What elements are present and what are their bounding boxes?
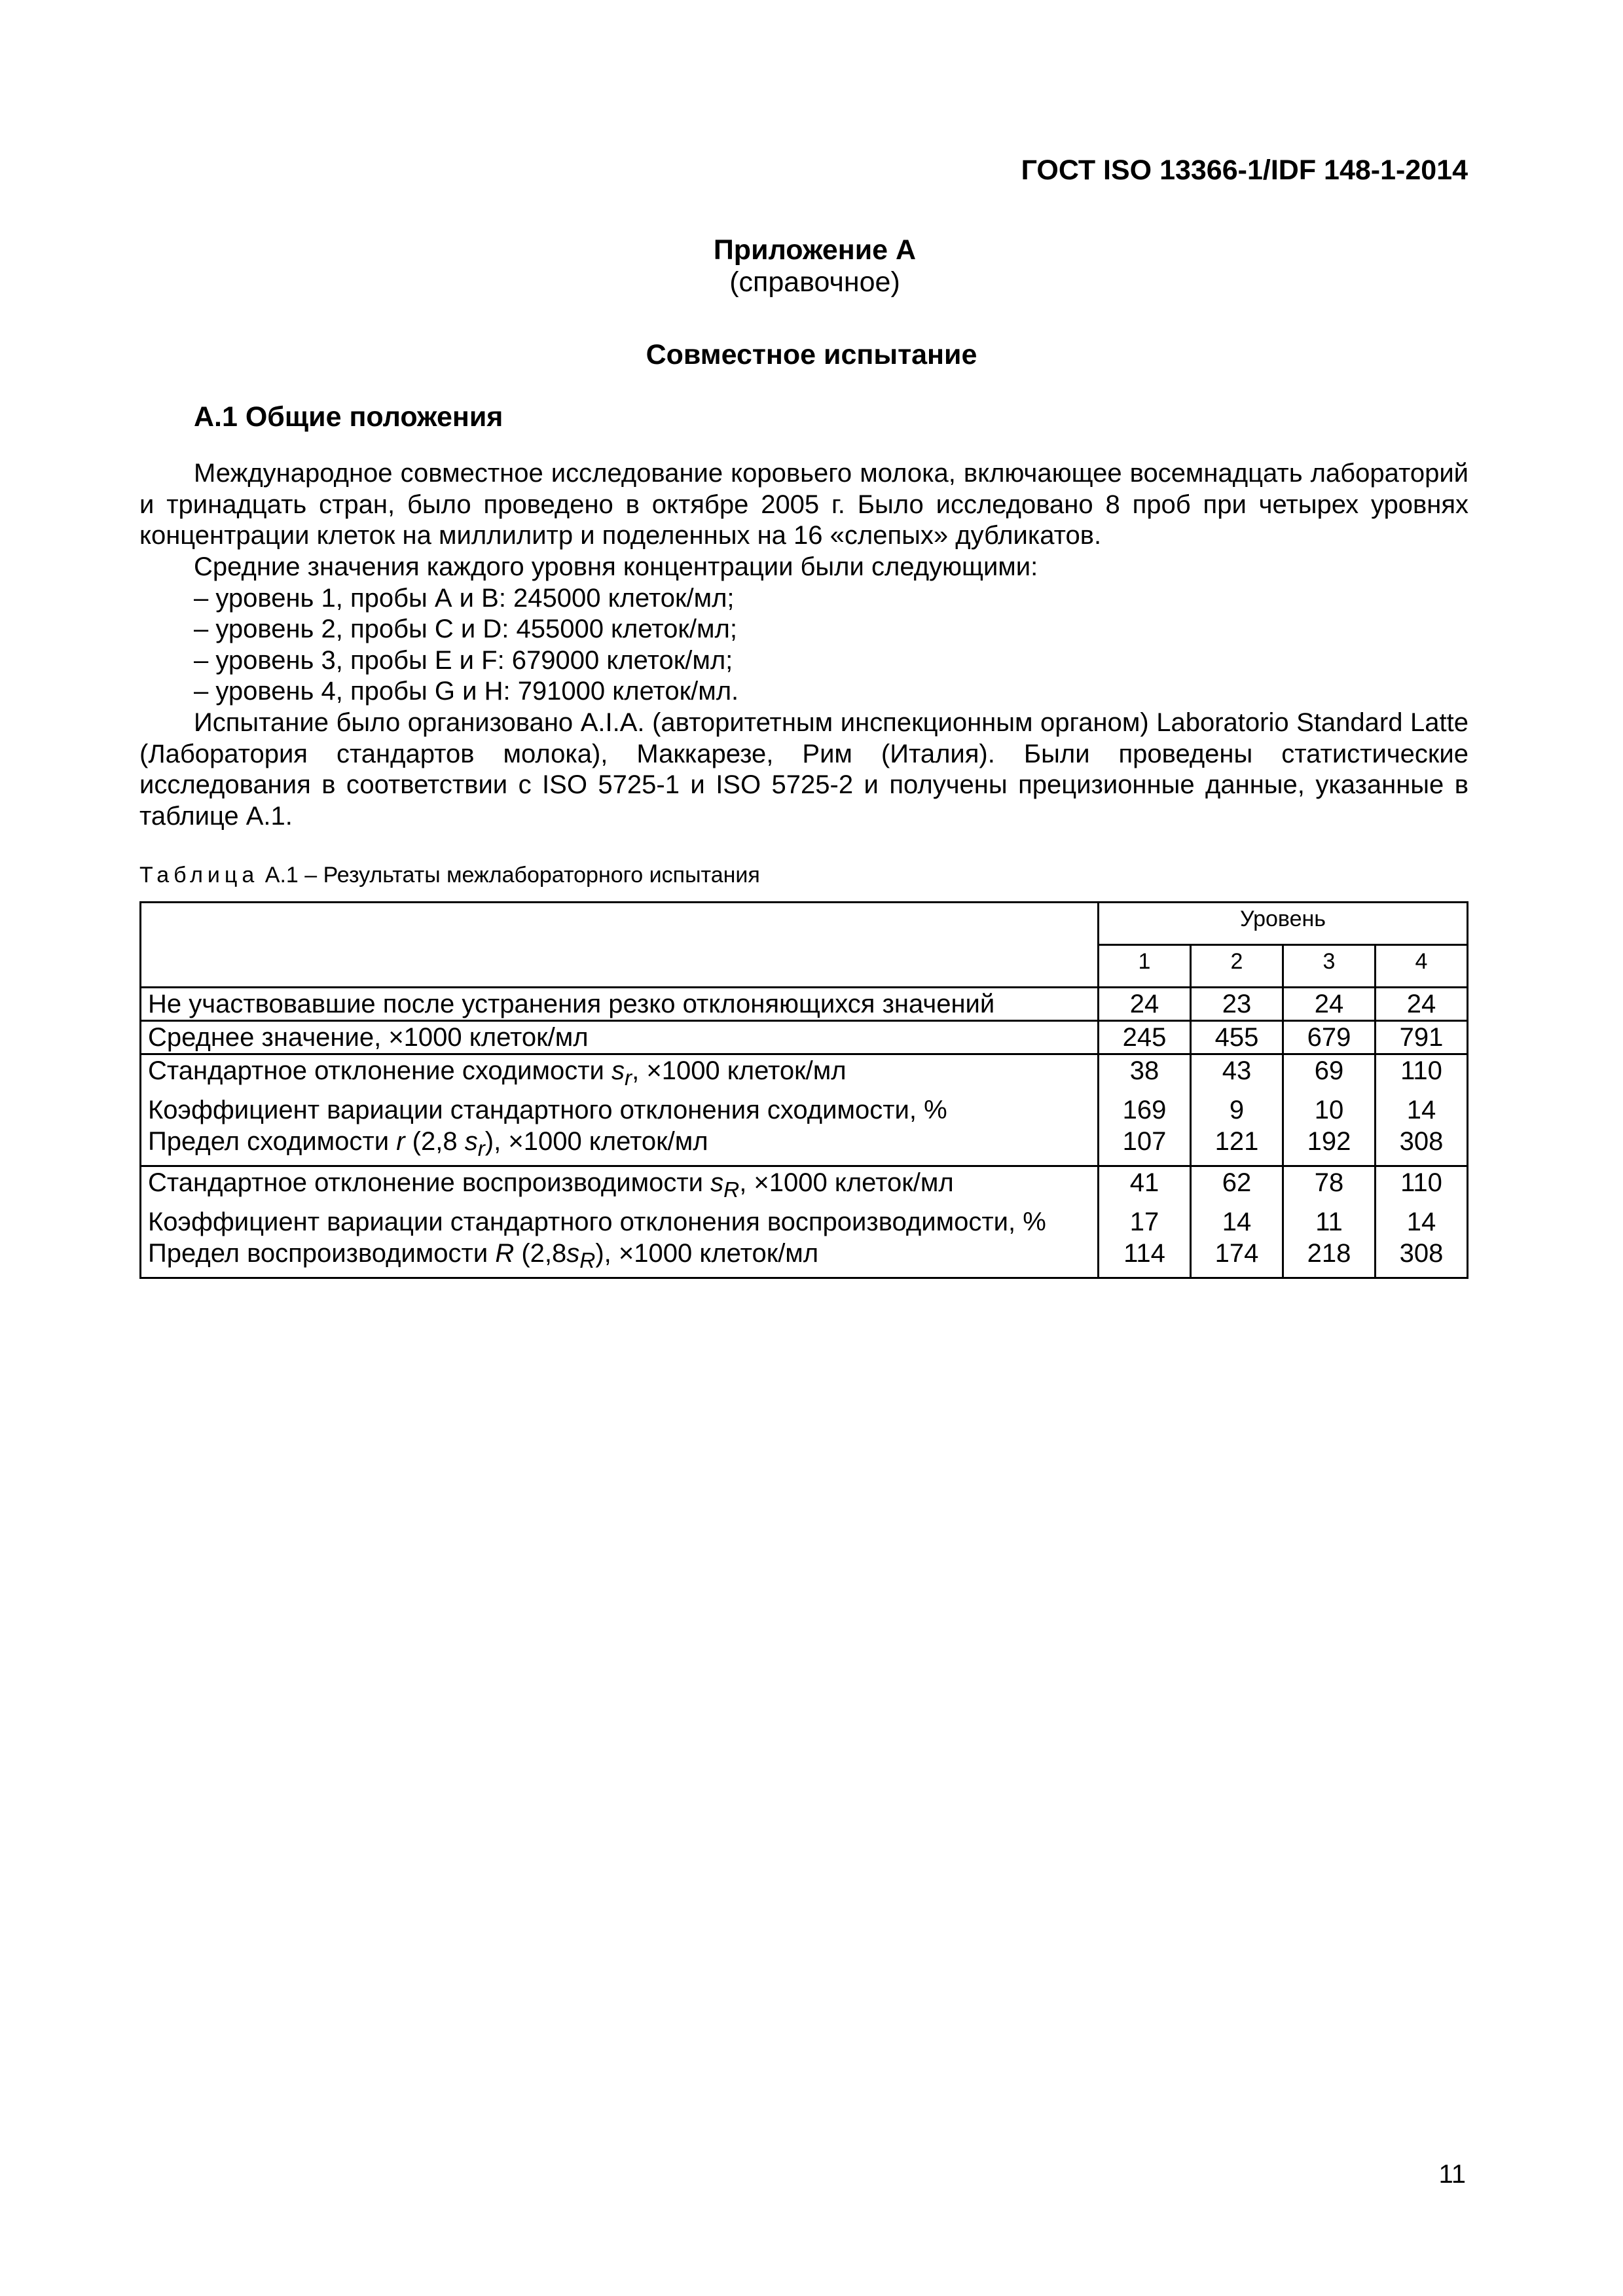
table-row	[141, 988, 1468, 1021]
row-label: Не участвовавшие после устранения резко отклоняющихся значений	[141, 988, 1099, 1021]
table-cell: 218	[1283, 1238, 1376, 1278]
row-label: Коэффициент вариации стандартного отклонения воспроизводимости, %	[141, 1206, 1099, 1238]
row-label: Коэффициент вариации стандартного отклонения сходимости, %	[141, 1094, 1099, 1126]
table-cell: 11	[1283, 1206, 1376, 1238]
section-title: Совместное испытание	[646, 339, 977, 370]
table-cell: 245	[1099, 1021, 1191, 1054]
symbol: s	[710, 1168, 724, 1197]
level-number: 4	[1376, 945, 1468, 988]
table-row	[141, 1166, 1468, 1207]
subscript: r	[625, 1066, 632, 1090]
subscript: R	[579, 1249, 596, 1273]
table-cell: 9	[1191, 1094, 1283, 1126]
page-number: 11	[1438, 2160, 1466, 2189]
table-cell: 110	[1376, 1166, 1468, 1207]
document-code: ГОСТ ISO 13366-1/IDF 148-1-2014	[1021, 154, 1468, 186]
table-cell: 24	[1376, 988, 1468, 1021]
table-cell: 69	[1283, 1054, 1376, 1095]
symbol: r	[396, 1127, 405, 1156]
symbol: s	[464, 1127, 478, 1156]
row-label: Предел сходимости r (2,8 $s_r$), ×1000 клеток/мл	[141, 1126, 1099, 1166]
table-cell: 114	[1099, 1238, 1191, 1278]
table-cell: 679	[1283, 1021, 1376, 1054]
table-cell: 174	[1191, 1238, 1283, 1278]
paragraph-organization	[139, 708, 1468, 832]
results-table	[139, 901, 1468, 1279]
level-header: Уровень	[1099, 903, 1468, 945]
paragraph-organization-text: Испытание было организовано A.I.A. (авторитетным инспекционным органом) Laboratorio Standard Latte (Лаборатория стандартов молока), Маккарезе, Рим (Италия). Были проведены статистические исследования в соответствии с ISO 5725-1 и ISO 5725-2 и получены прецизионные данные, указанные в таблице А.1.	[139, 708, 1468, 831]
subscript: R	[723, 1178, 740, 1202]
list-item: – уровень 3, пробы Е и F: 679000 клеток/мл;	[194, 645, 733, 675]
table-cell: 38	[1099, 1054, 1191, 1095]
table-caption-label: Таблица	[139, 863, 259, 888]
table-cell: 10	[1283, 1094, 1376, 1126]
table-cell: 78	[1283, 1166, 1376, 1207]
level-number: 3	[1283, 945, 1376, 988]
table-cell: 169	[1099, 1094, 1191, 1126]
level-number: 2	[1191, 945, 1283, 988]
table-cell: 24	[1283, 988, 1376, 1021]
table-cell: 308	[1376, 1238, 1468, 1278]
row-label: Стандартное отклонение сходимости $s_r$, ×1000 клеток/мл	[141, 1054, 1099, 1095]
subscript: r	[477, 1137, 485, 1161]
level-number: 1	[1099, 945, 1191, 988]
row-label: Стандартное отклонение воспроизводимости $s_R$, ×1000 клеток/мл	[141, 1166, 1099, 1207]
table-row	[141, 1238, 1468, 1278]
table-row	[141, 1021, 1468, 1054]
table-cell: 14	[1191, 1206, 1283, 1238]
table-cell: 192	[1283, 1126, 1376, 1166]
table-cell: 121	[1191, 1126, 1283, 1166]
annex-kind: (справочное)	[729, 266, 900, 298]
table-row	[141, 1126, 1468, 1166]
table-cell: 41	[1099, 1166, 1191, 1207]
table-cell: 110	[1376, 1054, 1468, 1095]
paragraph-levels	[139, 552, 1468, 708]
table-cell: 107	[1099, 1126, 1191, 1166]
table-cell: 23	[1191, 988, 1283, 1021]
paragraph-levels-intro: Средние значения каждого уровня концентрации были следующими:	[194, 552, 1038, 581]
list-item: – уровень 2, пробы С и D: 455000 клеток/мл;	[194, 615, 737, 643]
table-caption	[139, 863, 760, 888]
symbol: R	[495, 1239, 515, 1268]
subsection-heading: А.1 Общие положения	[194, 401, 503, 433]
list-item: – уровень 4, пробы G и Н: 791000 клеток/мл.	[194, 677, 739, 706]
table-header-empty-cell	[141, 903, 1099, 988]
table-cell: 62	[1191, 1166, 1283, 1207]
list-item: – уровень 1, пробы А и В: 245000 клеток/мл;	[194, 583, 735, 613]
table-row	[141, 1206, 1468, 1238]
table-cell: 14	[1376, 1206, 1468, 1238]
paragraph-intro-text: Международное совместное исследование коровьего молока, включающее восемнадцать лабораторий и тринадцать стран, было проведено в октябре 2005 г. Было исследовано 8 проб при четырех уровнях концентрации клеток на миллилитр и поделенных на 16 «слепых» дубликатов.	[139, 459, 1468, 550]
table-cell: 455	[1191, 1021, 1283, 1054]
table-header-row	[141, 903, 1468, 945]
table-cell: 14	[1376, 1094, 1468, 1126]
paragraph-intro	[139, 458, 1468, 552]
table-row	[141, 1094, 1468, 1126]
table-cell: 308	[1376, 1126, 1468, 1166]
table-cell: 791	[1376, 1021, 1468, 1054]
row-label: Среднее значение, ×1000 клеток/мл	[141, 1021, 1099, 1054]
table-row	[141, 1054, 1468, 1095]
symbol: s	[611, 1056, 625, 1085]
table-caption-text: А.1 – Результаты межлабораторного испытания	[264, 863, 760, 888]
symbol: s	[566, 1239, 580, 1268]
table-cell: 24	[1099, 988, 1191, 1021]
table-cell: 17	[1099, 1206, 1191, 1238]
annex-title: Приложение А	[713, 234, 917, 266]
table-cell: 43	[1191, 1054, 1283, 1095]
row-label: Предел воспроизводимости R $(2,8s_R)$, ×1000 клеток/мл	[141, 1238, 1099, 1278]
